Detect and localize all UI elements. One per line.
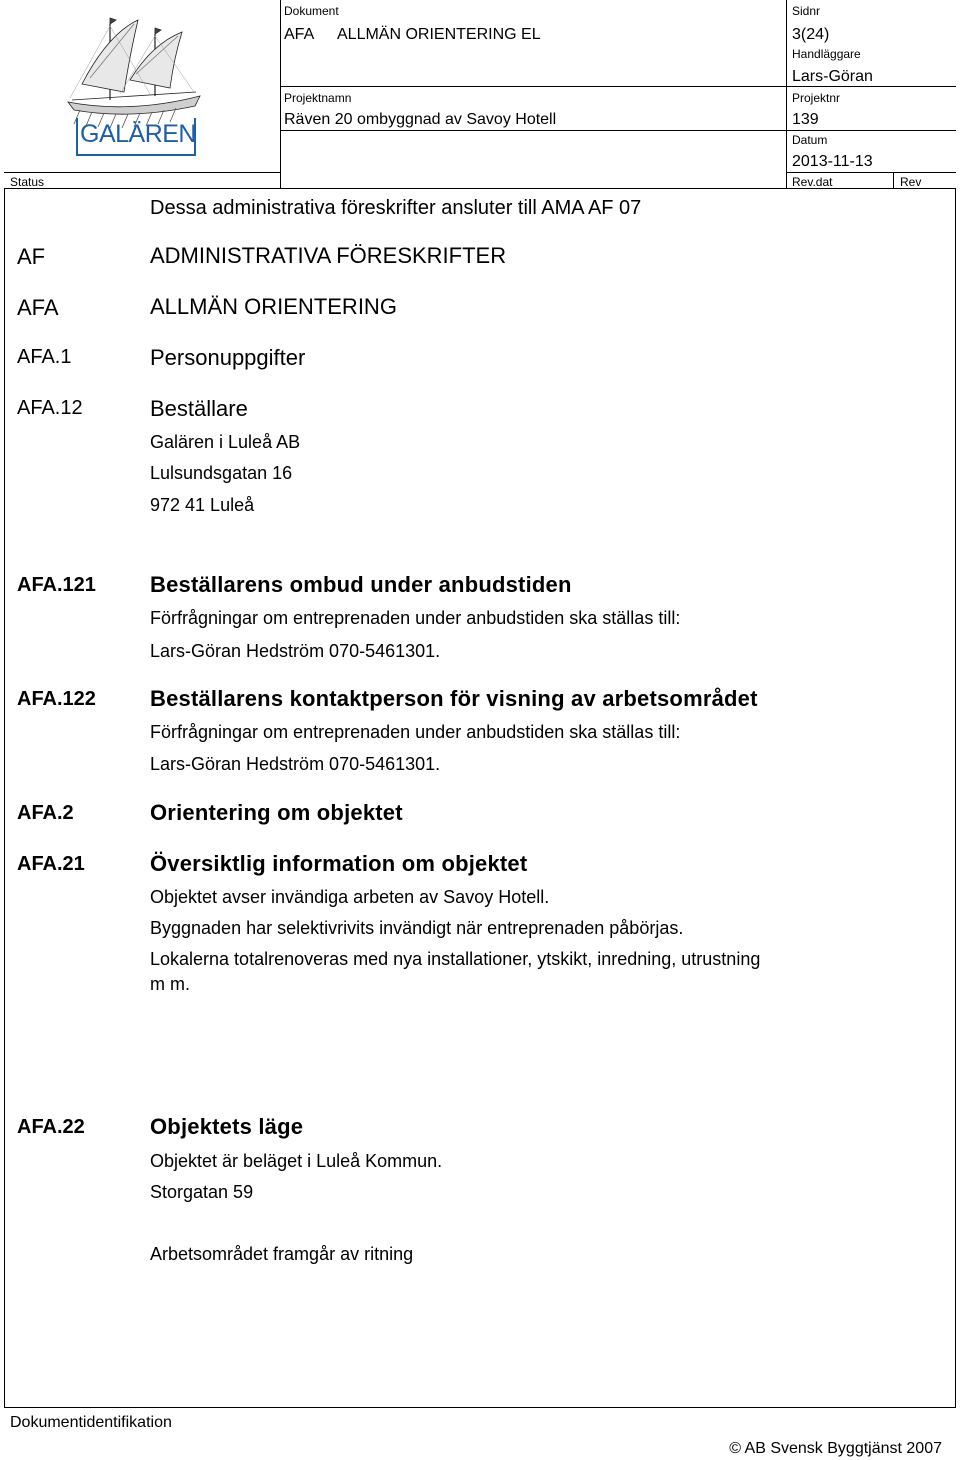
section-code-afa21: AFA.21 xyxy=(17,853,85,875)
projektnr-value: 139 xyxy=(792,111,819,128)
doc-id-label: Dokumentidentifikation xyxy=(10,1414,172,1431)
afa22-line-2: Storgatan 59 xyxy=(150,1182,254,1202)
sidnr-label: Sidnr xyxy=(792,4,821,18)
section-title-afa2: Orientering om objektet xyxy=(150,800,403,825)
afa22-line-3: Arbetsområdet framgår av ritning xyxy=(150,1244,414,1264)
section-title-afa12: Beställare xyxy=(150,396,248,421)
header-rule-2 xyxy=(280,130,956,131)
logo-text: GALÄREN xyxy=(80,120,196,148)
section-code-afa1: AFA.1 xyxy=(17,346,72,368)
projektnr-label: Projektnr xyxy=(792,91,841,105)
afa21-line-4: m m. xyxy=(150,974,190,994)
header-rule-date xyxy=(786,172,956,173)
projektnamn-label: Projektnamn xyxy=(284,91,352,105)
company-logo xyxy=(60,14,210,164)
section-title-afa: ALLMÄN ORIENTERING xyxy=(150,294,397,319)
header-vertical-rule-left xyxy=(280,0,281,188)
dokument-title: ALLMÄN ORIENTERING EL xyxy=(337,26,541,43)
rev-label: Rev xyxy=(900,175,922,189)
section-code-afa12: AFA.12 xyxy=(17,397,83,419)
section-title-afa21: Översiktlig information om objektet xyxy=(150,851,528,876)
section-code-afa22: AFA.22 xyxy=(17,1116,85,1138)
status-label: Status xyxy=(10,175,45,189)
dokument-label: Dokument xyxy=(284,4,339,18)
revdat-label: Rev.dat xyxy=(792,175,833,189)
afa12-line-1: Galären i Luleå AB xyxy=(150,432,301,452)
handlaggare-label: Handläggare xyxy=(792,47,861,61)
section-code-afa122: AFA.122 xyxy=(17,688,96,710)
copyright-text: © AB Svensk Byggtjänst 2007 xyxy=(729,1440,942,1457)
section-title-afa121: Beställarens ombud under anbudstiden xyxy=(150,572,572,597)
handlaggare-value: Lars-Göran xyxy=(792,68,873,85)
logo-wordmark xyxy=(76,118,196,156)
datum-label: Datum xyxy=(792,133,828,147)
section-code-afa121: AFA.121 xyxy=(17,574,96,596)
afa122-line-1: Förfrågningar om entreprenaden under anbudstiden ska ställas till: xyxy=(150,722,681,742)
header-rule-1 xyxy=(280,86,956,87)
afa21-line-1: Objektet avser invändiga arbeten av Savoy Hotell. xyxy=(150,887,550,907)
afa122-line-2: Lars-Göran Hedström 070-5461301. xyxy=(150,754,441,774)
section-code-afa: AFA xyxy=(17,295,59,320)
datum-value: 2013-11-13 xyxy=(792,153,873,170)
afa121-line-2: Lars-Göran Hedström 070-5461301. xyxy=(150,641,441,661)
projektnamn-value: Räven 20 ombyggnad av Savoy Hotell xyxy=(284,111,557,128)
afa21-line-2: Byggnaden har selektivrivits invändigt när entreprenaden påbörjas. xyxy=(150,918,684,938)
header-vertical-rule-rev xyxy=(893,172,894,188)
afa22-line-1: Objektet är beläget i Luleå Kommun. xyxy=(150,1151,443,1171)
body-frame xyxy=(4,188,956,1408)
intro-text: Dessa administrativa föreskrifter ansluter till AMA AF 07 xyxy=(150,197,642,219)
section-title-af: ADMINISTRATIVA FÖRESKRIFTER xyxy=(150,243,507,268)
afa121-line-1: Förfrågningar om entreprenaden under anbudstiden ska ställas till: xyxy=(150,608,681,628)
header-rule-status xyxy=(4,172,280,173)
section-code-af: AF xyxy=(17,244,46,269)
afa21-line-3: Lokalerna totalrenoveras med nya installationer, ytskikt, inredning, utrustning xyxy=(150,949,761,969)
afa12-line-3: 972 41 Luleå xyxy=(150,495,255,515)
afa12-line-2: Lulsundsgatan 16 xyxy=(150,463,293,483)
section-title-afa22: Objektets läge xyxy=(150,1114,304,1139)
sidnr-value: 3(24) xyxy=(792,26,830,43)
section-title-afa1: Personuppgifter xyxy=(150,345,306,370)
dokument-code: AFA xyxy=(284,26,315,43)
ship-icon xyxy=(60,14,210,134)
section-code-afa2: AFA.2 xyxy=(17,802,74,824)
section-title-afa122: Beställarens kontaktperson för visning av arbetsområdet xyxy=(150,686,758,711)
header-vertical-rule-right xyxy=(786,0,787,188)
